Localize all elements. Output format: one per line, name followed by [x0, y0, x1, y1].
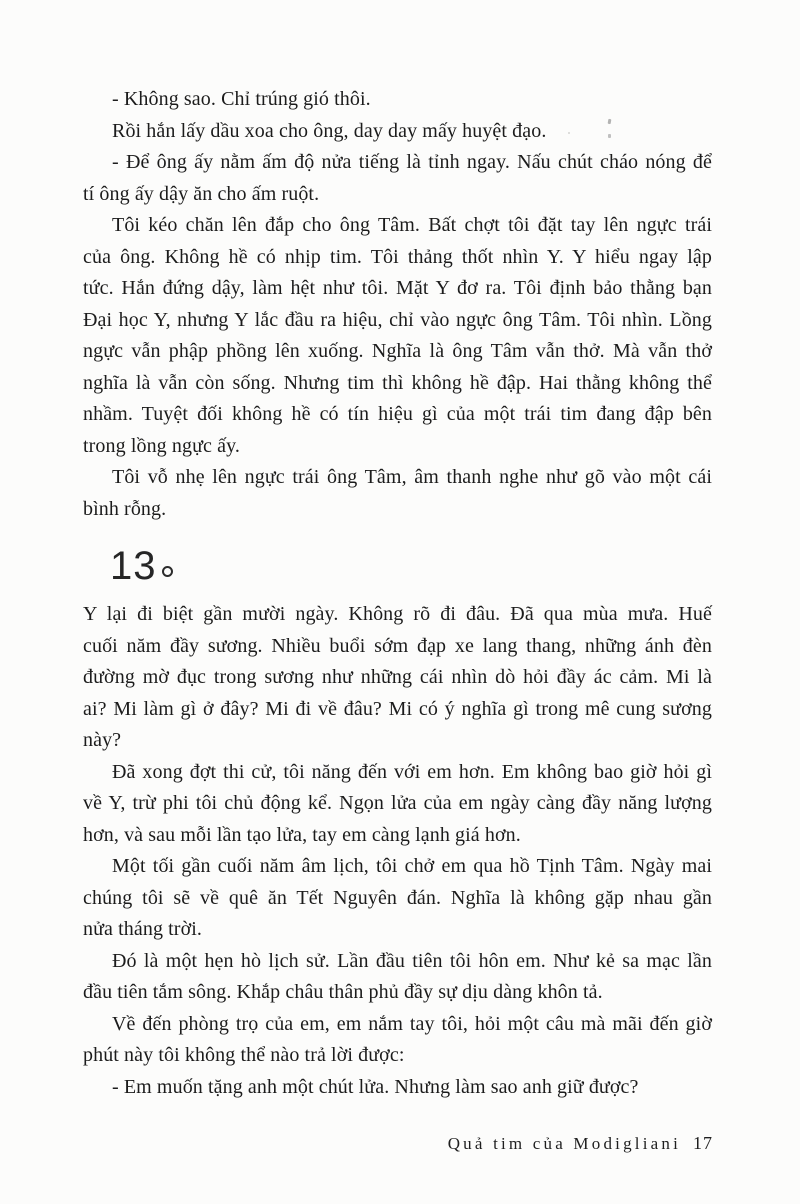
text-line: Đã xong đợt thi cử, tôi năng đến với em hơn. Em không bao giờ hỏi gì — [112, 760, 712, 783]
text-line: Tôi kéo chăn lên đắp cho ông Tâm. Bất chợt tôi đặt tay lên ngực trái — [112, 214, 712, 236]
text-line: Y lại đi biệt gần mười ngày. Không rõ đi đâu. Đã qua mùa mưa. Huế — [83, 603, 712, 625]
text-column — [83, 84, 712, 1103]
text-line: về Y, trừ phi tôi chủ động kể. Ngọn lửa của em ngày càng đầy năng lượng — [83, 792, 712, 814]
text-line: hơn, và sau mỗi lần tạo lửa, tay em càng lạnh giá hơn. — [83, 823, 521, 846]
body-after-section — [83, 599, 712, 1103]
page-footer — [448, 1133, 713, 1154]
paragraph — [83, 116, 712, 148]
text-line: đầu tiên tắm sông. Khắp châu thân phủ đầy sự dịu dàng khôn tả. — [83, 981, 603, 1003]
text-line: Tôi vỗ nhẹ lên ngực trái ông Tâm, âm thanh nghe như gõ vào một cái — [112, 466, 712, 488]
paragraph — [83, 1072, 712, 1104]
paragraph — [83, 757, 712, 852]
text-line: cuối năm đầy sương. Nhiều buổi sớm đạp xe lang thang, những ánh đèn — [83, 634, 712, 657]
text-line: Một tối gần cuối năm âm lịch, tôi chở em qua hồ Tịnh Tâm. Ngày mai — [112, 855, 712, 877]
text-line: - Em muốn tặng anh một chút lửa. Nhưng làm sao anh giữ được? — [112, 1075, 639, 1098]
section-number-digits: 13 — [110, 544, 157, 588]
page-number: 17 — [693, 1133, 713, 1153]
text-line: tức. Hắn đứng dậy, làm hệt như tôi. Mặt Y đơ ra. Tôi định bảo thằng bạn — [83, 277, 712, 299]
text-line: Về đến phòng trọ của em, em nắm tay tôi, hỏi một câu mà mãi đến giờ — [112, 1012, 712, 1035]
text-line: Đó là một hẹn hò lịch sử. Lần đầu tiên tôi hôn em. Như kẻ sa mạc lần — [112, 949, 712, 972]
paragraph — [83, 462, 712, 525]
scan-speck — [568, 132, 570, 134]
text-line: ngực vẫn phập phồng lên xuống. Nghĩa là ông Tâm vẫn thở. Mà vẫn thở — [83, 340, 712, 362]
text-line: của ông. Không hề có nhịp tim. Tôi thảng thốt nhìn Y. Y hiểu ngay lập — [83, 245, 712, 268]
body-before-section — [83, 84, 712, 525]
running-title: Quả tim của Modigliani — [447, 1134, 681, 1153]
text-line: bình rỗng. — [83, 497, 167, 520]
text-line: tí ông ấy dậy ăn cho ấm ruột. — [83, 182, 320, 205]
text-line: Rồi hắn lấy dầu xoa cho ông, day day mấy huyệt đạo. — [112, 119, 547, 142]
text-line: trong lồng ngực ấy. — [83, 434, 240, 457]
section-period-ring-icon — [162, 566, 173, 577]
text-line: ai? Mi làm gì ở đây? Mi đi về đâu? Mi có ý nghĩa gì trong mê cung sương — [83, 697, 712, 720]
text-line: - Không sao. Chỉ trúng gió thôi. — [112, 88, 371, 110]
paragraph — [83, 210, 712, 462]
text-line: - Để ông ấy nằm ấm độ nửa tiếng là tỉnh ngay. Nấu chút cháo nóng để — [112, 151, 712, 173]
paragraph — [83, 1009, 712, 1072]
paragraph — [83, 851, 712, 946]
text-line: phút này tôi không thể nào trả lời được: — [83, 1044, 405, 1066]
paragraph — [83, 946, 712, 1009]
paragraph — [83, 84, 712, 116]
paragraph — [83, 147, 712, 210]
text-line: chúng tôi sẽ về quê ăn Tết Nguyên đán. Nghĩa là không gặp nhau gần — [83, 886, 712, 909]
text-line: nghĩa là vẫn còn sống. Nhưng tim thì không hề đập. Hai thằng không thể — [83, 371, 712, 394]
text-line: đường mờ đục trong sương như những cái nhìn dò hỏi đầy ác cảm. Mi là — [83, 666, 712, 688]
scan-speck — [608, 134, 611, 138]
paragraph — [83, 599, 712, 757]
section-number — [110, 543, 712, 589]
text-line: nhầm. Tuyệt đối không hề có tín hiệu gì của một trái tim đang đập bên — [83, 403, 712, 425]
text-line: nửa tháng trời. — [83, 918, 202, 940]
text-line: này? — [83, 729, 122, 751]
text-line: Đại học Y, nhưng Y lắc đầu ra hiệu, chỉ vào ngực ông Tâm. Tôi nhìn. Lồng — [83, 308, 712, 331]
